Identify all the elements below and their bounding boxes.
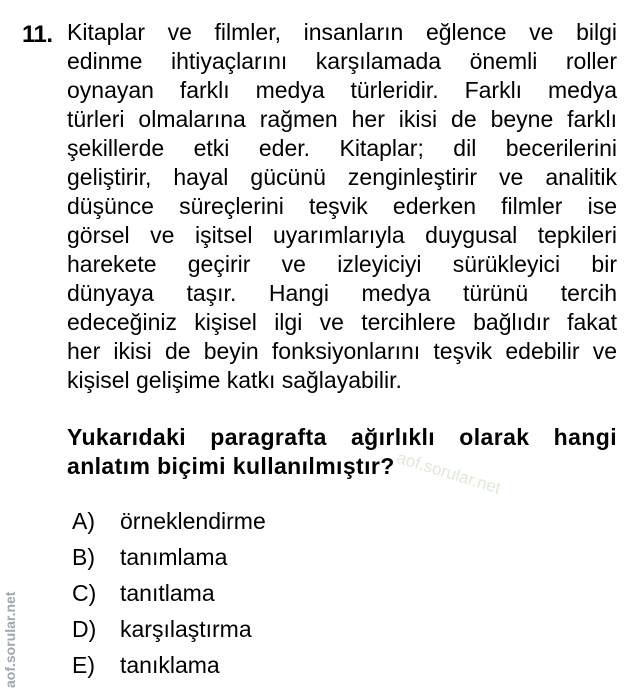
option-letter: E) xyxy=(72,651,95,678)
option-text: tanıtlama xyxy=(120,579,215,606)
passage-line: düşünce süreçlerini teşvik ederken filmler ise xyxy=(67,193,617,219)
passage-line: edinme ihtiyaçlarını karşılamada önemli roller xyxy=(67,48,617,74)
watermark-side: aof.sorular.net xyxy=(2,591,18,688)
passage-line: kişisel gelişime katkı sağlayabilir. xyxy=(67,367,402,393)
option-text: karşılaştırma xyxy=(120,615,252,642)
passage-line: geliştirir, hayal gücünü zenginleştirir ve analitik xyxy=(67,164,617,190)
passage-line: harekete geçirir ve izleyiciyi sürükleyici bir xyxy=(67,251,617,277)
option-letter: B) xyxy=(72,543,95,570)
passage-line: Kitaplar ve filmler, insanların eğlence ve bilgi xyxy=(67,19,617,45)
option-text: tanımlama xyxy=(120,543,228,570)
question-stem xyxy=(67,423,617,481)
option-e[interactable] xyxy=(72,647,266,683)
question-passage xyxy=(67,18,617,395)
option-b[interactable] xyxy=(72,539,266,575)
question-number: 11. xyxy=(22,21,53,48)
passage-line: şekillerde etki eder. Kitaplar; dil becerilerini xyxy=(67,135,617,161)
passage-line: dünyaya taşır. Hangi medya türünü tercih xyxy=(67,280,617,306)
option-text: tanıklama xyxy=(120,651,220,678)
option-letter: A) xyxy=(72,507,95,534)
passage-line: edeceğiniz kişisel ilgi ve tercihlere bağlıdır fakat xyxy=(67,309,617,335)
answer-options xyxy=(72,503,266,683)
watermark-center: aof.sorular.net xyxy=(394,448,504,498)
option-letter: D) xyxy=(72,615,97,642)
stem-line: anlatım biçimi kullanılmıştır? xyxy=(67,453,395,479)
option-a[interactable] xyxy=(72,503,266,539)
option-d[interactable] xyxy=(72,611,266,647)
passage-line: oynayan farklı medya türleridir. Farklı medya xyxy=(67,77,617,103)
option-c[interactable] xyxy=(72,575,266,611)
passage-line: görsel ve işitsel uyarımlarıyla duygusal tepkileri xyxy=(67,222,617,248)
passage-line: her ikisi de beyin fonksiyonlarını teşvik edebilir ve xyxy=(67,338,617,364)
stem-line: Yukarıdaki paragrafta ağırlıklı olarak hangi xyxy=(67,424,617,450)
option-text: örneklendirme xyxy=(120,507,266,534)
option-letter: C) xyxy=(72,579,97,606)
passage-line: türleri olmalarına rağmen her ikisi de beyne farklı xyxy=(67,106,617,132)
